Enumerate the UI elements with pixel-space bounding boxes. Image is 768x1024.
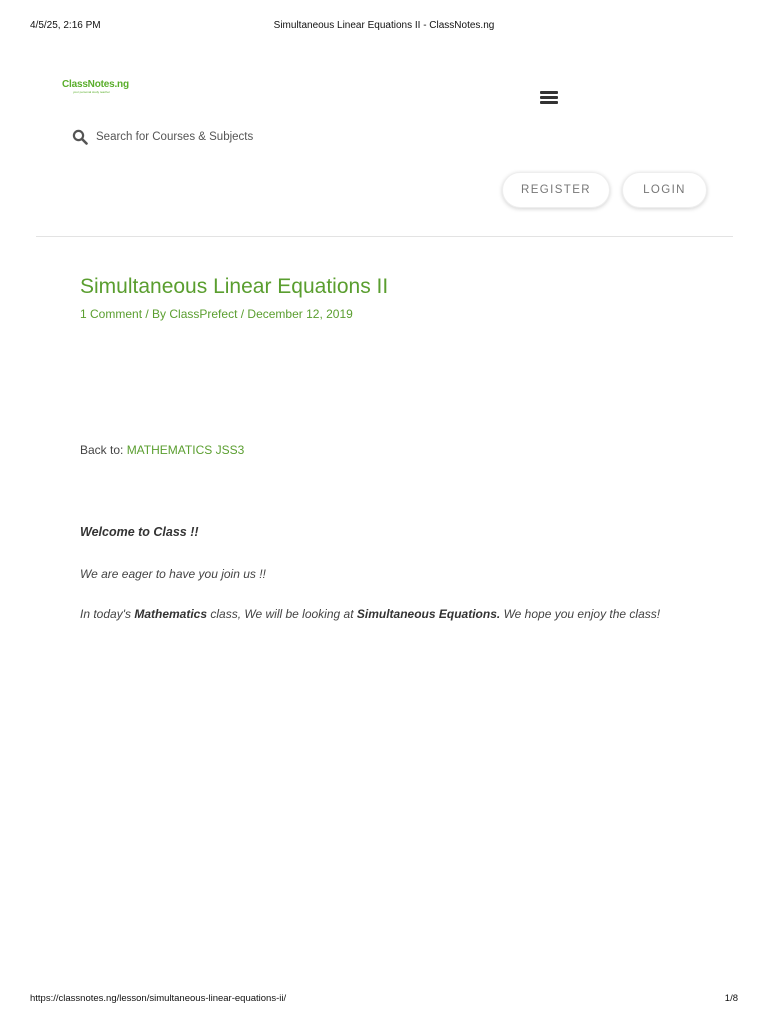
back-to-course	[80, 443, 244, 457]
site-logo[interactable]	[62, 79, 129, 94]
print-url: https://classnotes.ng/lesson/simultaneous-linear-equations-ii/	[30, 993, 287, 1004]
register-button[interactable]: REGISTER	[502, 172, 610, 208]
intro-part2: class, We will be looking at	[207, 607, 357, 621]
intro-subject: Mathematics	[134, 607, 208, 621]
post-meta	[80, 307, 353, 321]
login-button[interactable]: LOGIN	[622, 172, 707, 208]
print-page-number: 1/8	[724, 993, 738, 1004]
page-title: Simultaneous Linear Equations II	[80, 275, 389, 298]
logo-text: ClassNotes.ng	[62, 79, 129, 90]
intro-part3: We hope you enjoy the class!	[500, 607, 661, 621]
search-bar[interactable]	[72, 129, 316, 145]
post-date: December 12, 2019	[247, 307, 353, 321]
search-input[interactable]	[96, 131, 316, 143]
back-label: Back to:	[80, 443, 127, 457]
intro-part1: In today's	[80, 607, 135, 621]
intro-text	[80, 607, 660, 621]
meta-separator: /	[237, 307, 248, 321]
meta-separator: / By	[142, 307, 170, 321]
welcome-text: Welcome to Class !!	[80, 525, 199, 539]
intro-topic: Simultaneous Equations.	[356, 607, 501, 621]
course-link[interactable]: MATHEMATICS JSS3	[126, 443, 245, 457]
print-datetime: 4/5/25, 2:16 PM	[30, 20, 101, 31]
logo-tagline: your personal study teacher	[73, 90, 111, 94]
author-link[interactable]: ClassPrefect	[169, 307, 238, 321]
header-divider	[36, 236, 733, 237]
eager-text: We are eager to have you join us !!	[80, 567, 266, 581]
comments-link[interactable]: 1 Comment	[80, 307, 143, 321]
hamburger-menu-icon[interactable]	[540, 91, 558, 105]
search-icon	[72, 129, 88, 145]
print-doc-title: Simultaneous Linear Equations II - ClassNotes.ng	[273, 20, 495, 31]
